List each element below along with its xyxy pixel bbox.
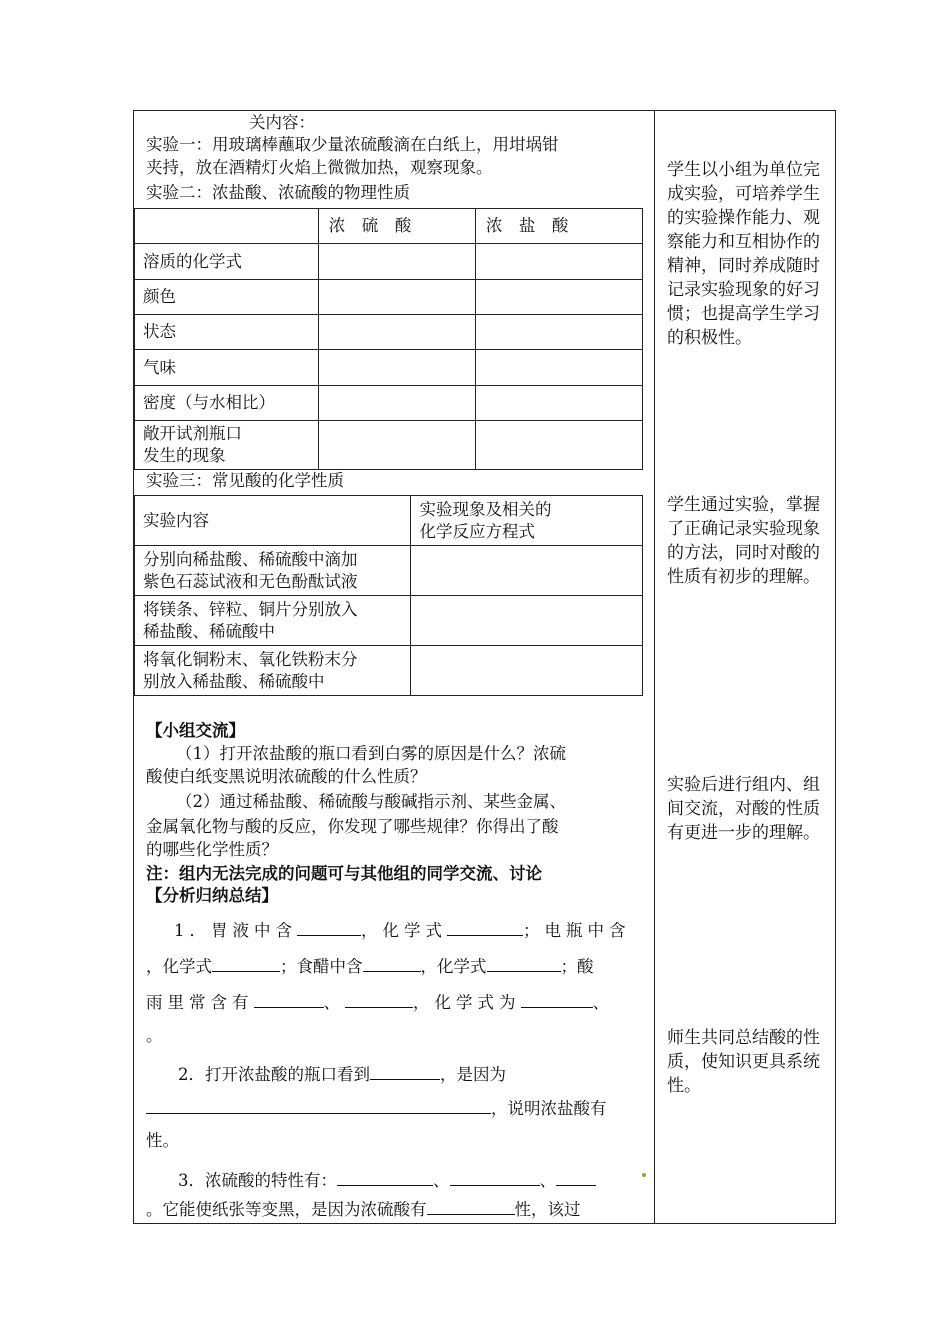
question-2-line-1: （2）通过稀盐酸、稀硫酸与酸碱指示剂、某些金属、	[176, 792, 566, 811]
answer-cell[interactable]	[318, 350, 475, 386]
table-row	[135, 350, 643, 386]
text: 2．打开浓盐酸的瓶口看到	[178, 1065, 370, 1084]
answer-cell[interactable]	[475, 280, 642, 315]
physical-properties-table	[134, 208, 643, 470]
summary-item-2-line-3: 性。	[146, 1131, 179, 1150]
question-1-line-2: 酸使白纸变黑说明浓硫酸的什么性质？	[146, 767, 427, 786]
group-discussion-title: 【小组交流】	[146, 721, 245, 740]
table-row	[135, 596, 643, 646]
answer-cell[interactable]	[318, 244, 475, 280]
summary-item-3-line-2	[146, 1196, 581, 1221]
answer-cell[interactable]	[475, 386, 642, 421]
text: 、	[323, 993, 345, 1012]
table-row	[135, 244, 643, 280]
blank-field[interactable]	[487, 953, 561, 972]
table-row	[135, 421, 643, 470]
text: ；电瓶中含	[523, 921, 631, 940]
blank-field[interactable]	[521, 989, 593, 1008]
chemical-properties-table	[134, 495, 643, 696]
side-note-4: 师生共同总结酸的性质，使知识更具系统性。	[667, 1028, 820, 1096]
mark-dot	[642, 1173, 646, 1177]
summary-item-2-line-1	[178, 1061, 506, 1086]
text: 、	[539, 1171, 556, 1190]
text: 、	[592, 993, 614, 1012]
experiment-line-2: 稀盐酸、稀硫酸中	[143, 621, 275, 641]
experiment-1-line-2: 夹持，放在酒精灯火焰上微微加热，观察现象。	[146, 158, 493, 177]
row-label: 溶质的化学式	[135, 244, 319, 280]
text: ；酸	[560, 957, 594, 976]
text: 3．浓硫酸的特性有：	[178, 1171, 337, 1190]
text: ，化学式	[420, 957, 487, 976]
answer-cell[interactable]	[318, 386, 475, 421]
answer-cell[interactable]	[475, 315, 642, 350]
row-label-line-2: 发生的现象	[143, 446, 226, 465]
blank-field[interactable]	[556, 1167, 596, 1186]
answer-cell[interactable]	[411, 646, 643, 696]
text: ，是因为	[440, 1065, 506, 1084]
side-notes-column	[655, 110, 835, 1223]
text: 性，该过	[514, 1200, 581, 1219]
answer-cell[interactable]	[475, 421, 642, 470]
table2-header-line-1: 实验现象及相关的	[419, 499, 552, 519]
table2-header-line-2: 化学反应方程式	[419, 521, 535, 541]
summary-item-1-line-2	[146, 953, 594, 978]
table-row	[135, 386, 643, 421]
experiment-2-title: 实验二：浓盐酸、浓硫酸的物理性质	[146, 183, 410, 202]
table-row	[135, 546, 643, 596]
blank-field[interactable]	[146, 1095, 491, 1114]
blank-field[interactable]	[297, 917, 361, 936]
summary-item-1-line-4: 。	[146, 1026, 163, 1045]
text: 、	[433, 1171, 450, 1190]
summary-item-1-line-3	[146, 989, 614, 1014]
text: ，说明浓盐酸有	[491, 1099, 607, 1118]
row-label	[135, 421, 319, 470]
blank-field[interactable]	[345, 989, 413, 1008]
text: 。它能使纸张等变黑，是因为浓硫酸有	[146, 1200, 427, 1219]
side-note-2: 学生通过实验，掌握了正确记录实验现象的方法，同时对酸的性质有初步的理解。	[667, 495, 820, 587]
intro-label: 关内容：	[249, 113, 315, 132]
experiment-cell	[135, 646, 411, 696]
question-2-line-3: 的哪些化学性质？	[146, 840, 278, 859]
blank-field[interactable]	[427, 1196, 515, 1215]
answer-cell[interactable]	[411, 596, 643, 646]
answer-cell[interactable]	[411, 546, 643, 596]
main-column	[134, 110, 654, 1223]
text: 1．胃液中含	[174, 921, 297, 940]
side-note-1: 学生以小组为单位完成实验，可培养学生的实验操作能力、观察能力和互相协作的精神，同时养成随时记录实验现象的好习惯；也提高学生学习的积极性。	[667, 160, 820, 348]
experiment-line-2: 紫色石蕊试液和无色酚酞试液	[143, 571, 358, 591]
table2-header-content: 实验内容	[135, 496, 411, 546]
summary-item-2-line-2	[146, 1095, 607, 1120]
blank-field[interactable]	[337, 1167, 433, 1186]
summary-item-3-line-1	[178, 1167, 596, 1192]
table1-header-sulfuric: 浓 硫 酸	[318, 209, 475, 244]
experiment-line-1: 分别向稀盐酸、稀硫酸中滴加	[143, 549, 358, 569]
text: ；食醋中含	[280, 957, 363, 976]
answer-cell[interactable]	[475, 350, 642, 386]
blank-field[interactable]	[254, 989, 324, 1008]
summary-item-1-line-1	[174, 917, 631, 942]
text: ，化学式为	[413, 993, 521, 1012]
row-label: 气味	[135, 350, 319, 386]
table1-header-empty	[135, 209, 319, 244]
summary-title: 【分析归纳总结】	[146, 886, 278, 905]
answer-cell[interactable]	[318, 421, 475, 470]
row-label: 状态	[135, 315, 319, 350]
table-row	[135, 280, 643, 315]
question-1-line-1: （1）打开浓盐酸的瓶口看到白雾的原因是什么？浓硫	[176, 744, 566, 763]
experiment-line-1: 将氧化铜粉末、氧化铁粉末分	[143, 649, 358, 669]
blank-field[interactable]	[370, 1061, 440, 1080]
side-note-3: 实验后进行组内、组间交流，对酸的性质有更进一步的理解。	[667, 775, 820, 843]
table-row	[135, 315, 643, 350]
experiment-cell	[135, 596, 411, 646]
question-2-line-2: 金属氧化物与酸的反应，你发现了哪些规律？你得出了酸	[146, 817, 559, 836]
table2-header-phenomena	[411, 496, 643, 546]
row-label-line-1: 敞开试剂瓶口	[143, 424, 242, 443]
table1-header-hydrochloric: 浓 盐 酸	[475, 209, 642, 244]
text: 雨里常含有	[146, 993, 254, 1012]
text: ，化学式	[146, 957, 212, 976]
row-label: 颜色	[135, 280, 319, 315]
experiment-3-title: 实验三：常见酸的化学性质	[146, 471, 344, 490]
blank-field[interactable]	[450, 1167, 540, 1186]
text: ，化学式	[361, 921, 447, 940]
experiment-cell	[135, 546, 411, 596]
experiment-1-line-1: 实验一：用玻璃棒蘸取少量浓硫酸滴在白纸上，用坩埚钳	[146, 135, 559, 154]
blank-field[interactable]	[363, 953, 421, 972]
table-row	[135, 646, 643, 696]
answer-cell[interactable]	[475, 244, 642, 280]
answer-cell[interactable]	[318, 315, 475, 350]
experiment-line-1: 将镁条、锌粒、铜片分别放入	[143, 599, 358, 619]
blank-field[interactable]	[447, 917, 523, 936]
group-note: 注：组内无法完成的问题可与其他组的同学交流、讨论	[146, 864, 542, 883]
row-label: 密度（与水相比）	[135, 386, 319, 421]
answer-cell[interactable]	[318, 280, 475, 315]
blank-field[interactable]	[212, 953, 280, 972]
experiment-line-2: 别放入稀盐酸、稀硫酸中	[143, 671, 325, 691]
